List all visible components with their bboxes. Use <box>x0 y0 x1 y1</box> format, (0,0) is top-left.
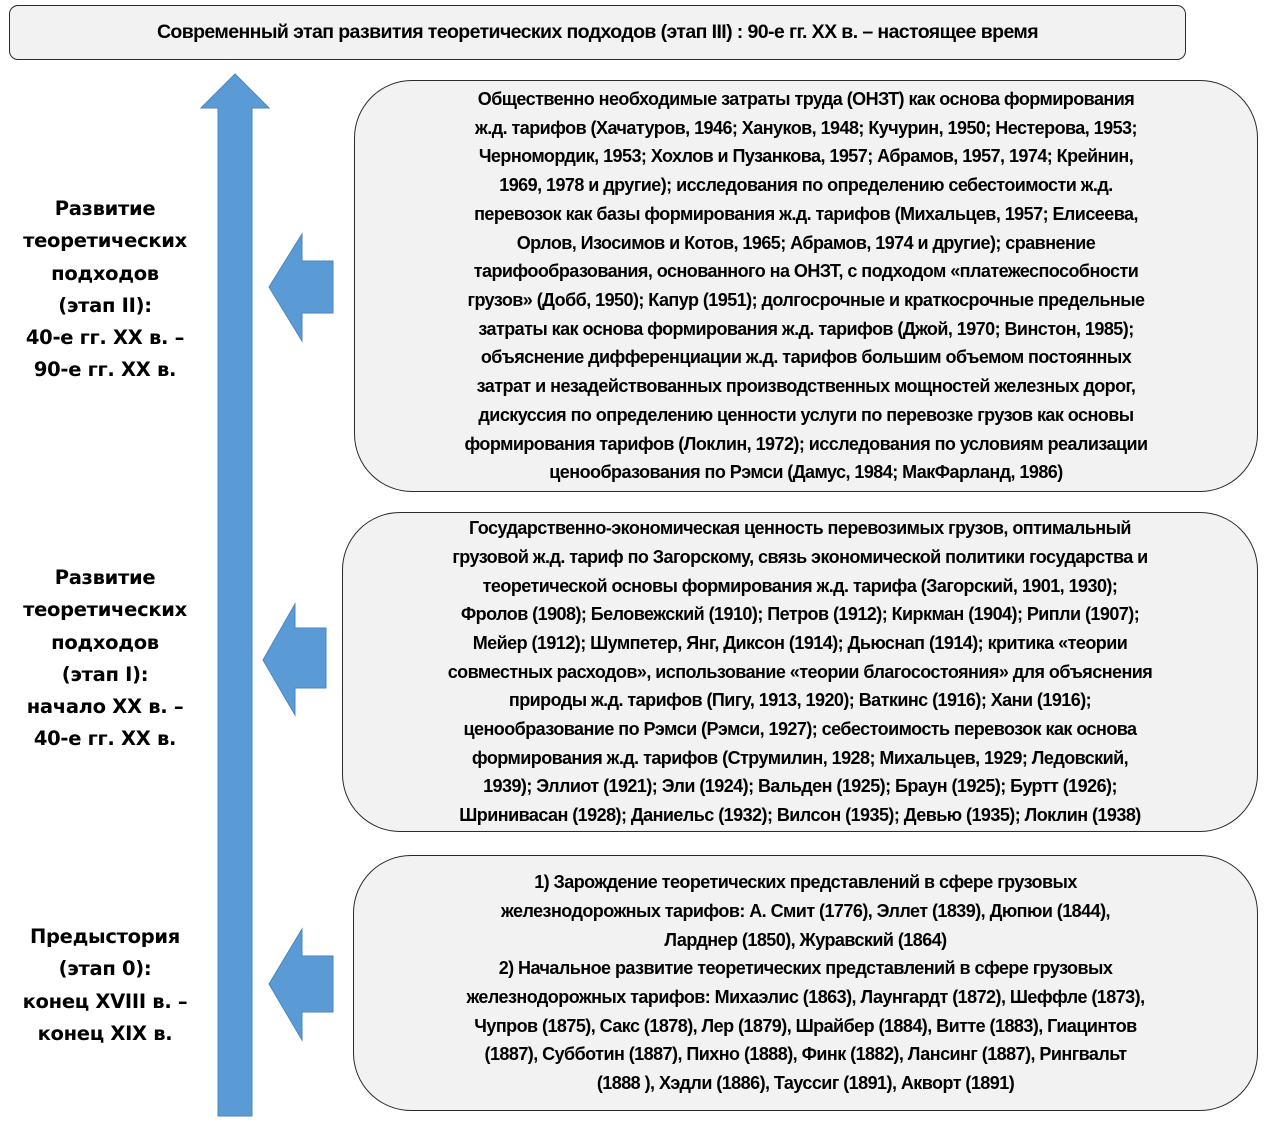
stage1-label-line: подходов <box>51 630 159 654</box>
stage1-label-line: Развитие <box>54 566 156 589</box>
stage2-label-line: теоретических <box>23 229 187 253</box>
stage0-content-line: Ларднер (1850), Журавский (1864) <box>664 929 947 950</box>
stage2-label-line: 90-е гг. XX в. <box>33 358 177 382</box>
stage2-content-line: тарифообразования, основанного на ОНЗТ, с подходом «платежеспособности <box>473 261 1139 282</box>
stage1-content-line: Фролов (1908); Беловежский (1910); Петров (1912); Киркман (1904); Рипли (1907); <box>460 604 1140 625</box>
stage1-content-line: природы ж.д. тарифов (Пигу, 1913, 1920); Ваткинс (1916); Хани (1916); <box>508 690 1092 711</box>
stage0-content-line: Чупров (1875), Сакс (1878), Лер (1879), Шрайбер (1884), Витте (1883), Гиацинтов <box>474 1015 1137 1036</box>
stage0-label-line: конец XIX в. <box>37 1021 173 1045</box>
stage1-content-line: теоретической основы формирования ж.д. тарифа (Загорский, 1901, 1930); <box>482 575 1118 596</box>
stage0-label-line: Предыстория <box>30 925 180 948</box>
stage0-left-arrow-icon <box>269 929 333 1040</box>
stage1-content-line: 1939); Эллиот (1921); Эли (1924); Вальден (1925); Браун (1925); Буртт (1926); <box>483 776 1117 797</box>
stage2-label-line: (этап II): <box>58 293 152 317</box>
stage1-label-line: начало XX в. – <box>26 695 184 719</box>
stage2-content-line: Общественно необходимые затраты труда (ОНЗТ) как основа формирования <box>477 89 1135 110</box>
timeline-up-arrow-icon <box>201 74 269 1116</box>
stage1-content-line: Мейер (1912); Шумпетер, Янг, Диксон (1914); Дьюснап (1914); критика «теории <box>472 632 1128 653</box>
stage1-label <box>0 562 210 756</box>
stage2-content-line: Орлов, Изосимов и Котов, 1965; Абрамов, 1974 и другие); сравнение <box>516 232 1096 253</box>
stage1-content-line: Шринивасан (1928); Даниельс (1932); Вилсон (1935); Девью (1935); Локлин (1938) <box>459 805 1141 826</box>
stage1-content-line: ценообразование по Рэмси (Рэмси, 1927); себестоимость перевозок как основа <box>463 719 1137 740</box>
stage1-content-line: Государственно-экономическая ценность перевозимых грузов, оптимальный <box>469 518 1131 539</box>
stage1-label-line: (этап I): <box>61 662 149 686</box>
stage1-left-arrow-icon <box>263 604 326 715</box>
stage2-content-line: Черномордик, 1953; Хохлов и Пузанкова, 1957; Абрамов, 1957, 1974; Крейнин, <box>478 146 1134 167</box>
stage2-label-line: 40-е гг. XX в. – <box>25 326 185 350</box>
stage1-content-line: совместных расходов», использование «теории благосостояния» для объяснения <box>447 661 1153 682</box>
stage0-content-line: железнодорожных тарифов: А. Смит (1776), Эллет (1839), Дюпюи (1844), <box>501 900 1110 921</box>
stage0-content-line: 1) Зарождение теоретических представлений в сфере грузовых <box>534 872 1077 893</box>
stage2-label <box>0 193 210 387</box>
stage0-label-line: конец XVIII в. – <box>22 989 188 1013</box>
stage2-content-line: объяснение дифференциации ж.д. тарифов большим объемом постоянных <box>480 347 1132 368</box>
stage1-content-line: формирования ж.д. тарифов (Струмилин, 1928; Михальцев, 1929; Ледовский, <box>471 747 1129 768</box>
stage2-content-line: ж.д. тарифов (Хачатуров, 1946; Хануков, 1948; Кучурин, 1950; Нестерова, 1953; <box>475 117 1137 138</box>
stage2-content-line: затрат и незадействованных производственных мощностей железных дорог, <box>476 376 1136 397</box>
stage2-content-line: 1969, 1978 и другие); исследования по определению себестоимости ж.д. <box>499 175 1113 196</box>
stage0-content-line: железнодорожных тарифов: Михаэлис (1863), Лаунгардт (1872), Шеффле (1873), <box>466 987 1145 1007</box>
stage2-left-arrow-icon <box>269 234 333 341</box>
stage0-content-line: 2) Начальное развитие теоретических представлений в сфере грузовых <box>498 958 1113 979</box>
stage1-content-line: грузовой ж.д. тариф по Загорскому, связь экономической политики государства и <box>452 546 1148 567</box>
stage1-label-line: теоретических <box>23 598 187 622</box>
stage0-content-box <box>353 855 1258 1111</box>
stage1-content-box <box>342 512 1258 832</box>
stage2-content-line: ценообразования по Рэмси (Дамус, 1984; МакФарланд, 1986) <box>549 462 1063 483</box>
stage1-label-line: 40-е гг. XX в. <box>33 727 177 751</box>
stage2-content-box <box>354 80 1258 492</box>
stage0-content-line: (1887), Субботин (1887), Пихно (1888), Финк (1882), Лансинг (1887), Рингвальт <box>484 1044 1127 1065</box>
stage0-label-line: (этап 0): <box>58 957 152 981</box>
stage0-label <box>0 921 210 1050</box>
stage2-label-line: подходов <box>51 261 159 285</box>
stage2-content-line: затраты как основа формирования ж.д. тарифов (Джой, 1970; Винстон, 1985); <box>478 318 1134 339</box>
stage2-content-line: дискуссия по определению ценности услуги по перевозке грузов как основы <box>478 404 1134 425</box>
stage2-label-line: Развитие <box>54 197 156 220</box>
stage0-content-line: (1888 ), Хэдли (1886), Тауссиг (1891), Акворт (1891) <box>596 1073 1015 1094</box>
header-title: Современный этап развития теоретических подходов (этап III) : 90-е гг. XX в. – настоящее время <box>156 21 1039 43</box>
stage2-content-line: перевозок как базы формирования ж.д. тарифов (Михальцев, 1957; Елисеева, <box>474 203 1138 224</box>
stage2-content-line: формирования тарифов (Локлин, 1972); исследования по условиям реализации <box>464 433 1148 454</box>
stage2-content-line: грузов» (Добб, 1950); Капур (1951); долгосрочные и краткосрочные предельные <box>467 290 1145 310</box>
